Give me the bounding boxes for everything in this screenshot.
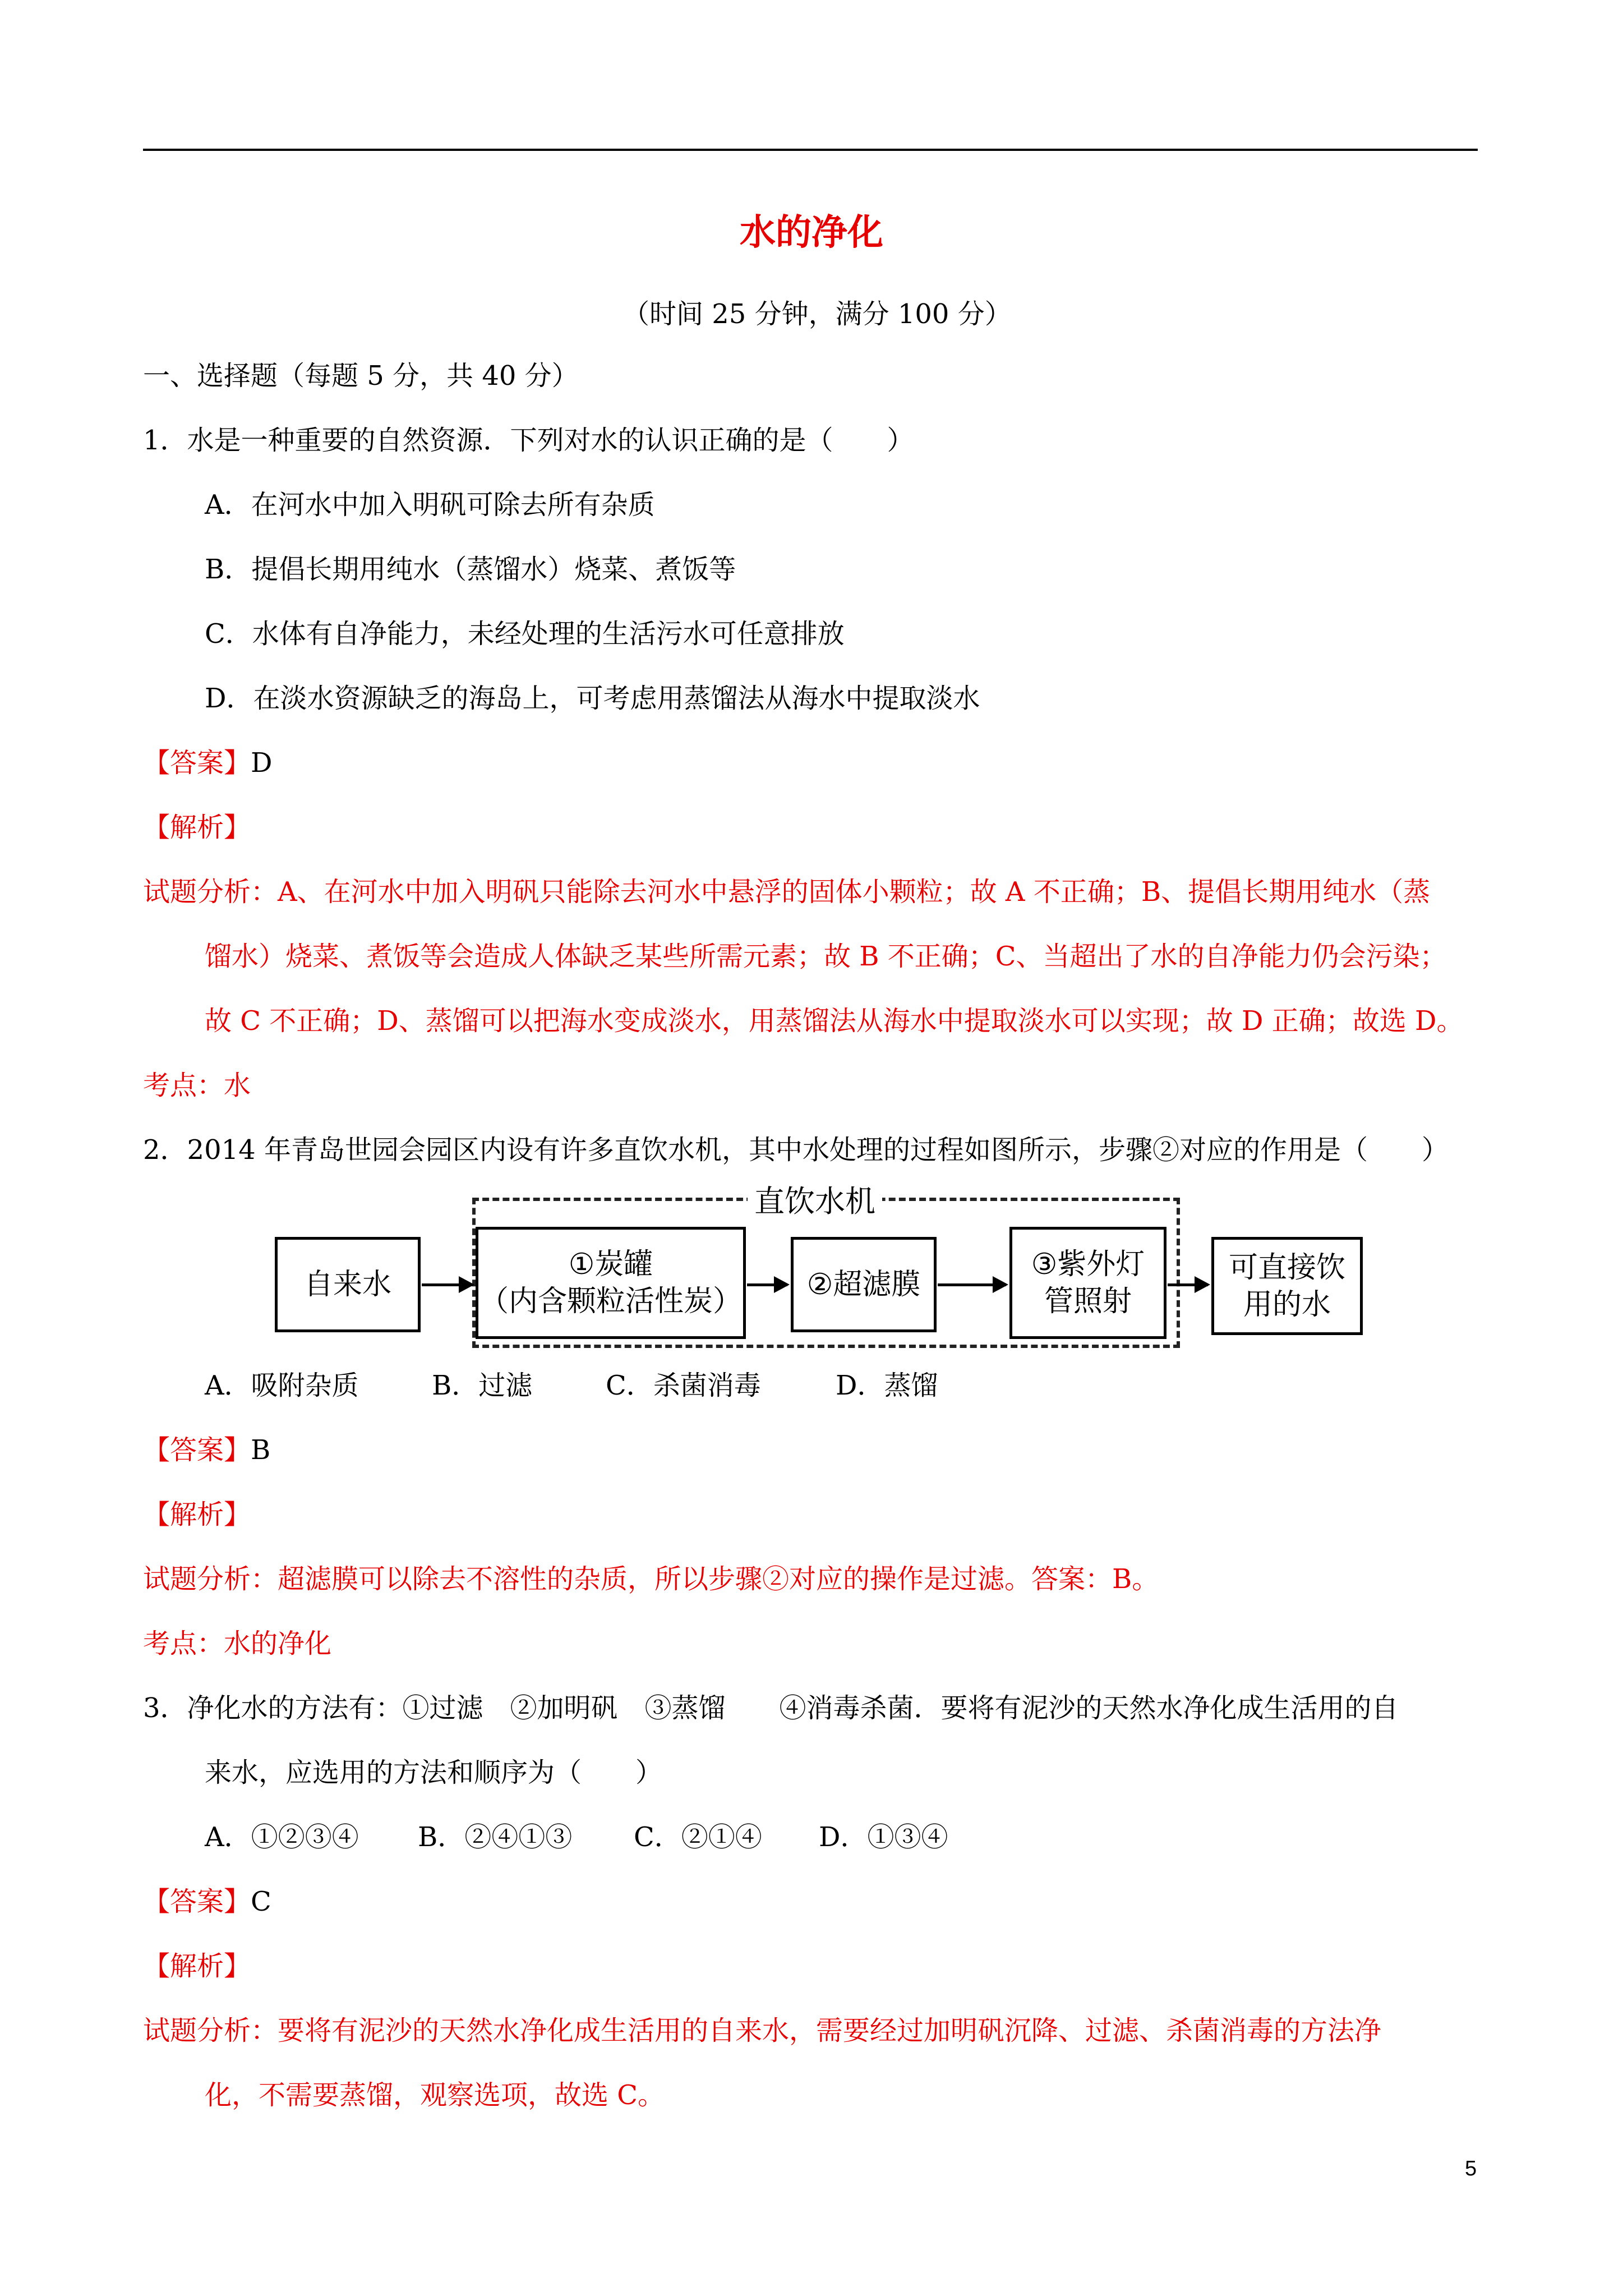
- arrow-1: [422, 1283, 472, 1286]
- machine-title: 直饮水机: [748, 1177, 882, 1221]
- carbon-tank-line-1: ①炭罐: [568, 1248, 653, 1281]
- carbon-tank-line-2: （内含颗粒活性炭）: [479, 1285, 742, 1318]
- q3-stem-line-1: 3．净化水的方法有：①过滤 ②加明矾 ③蒸馏 ④消毒杀菌．要将有泥沙的天然水净化成生活用的自: [143, 1692, 1399, 1724]
- q3-stem-line-2: 来水，应选用的方法和顺序为（ ）: [205, 1757, 663, 1788]
- arrow-3: [938, 1283, 1006, 1286]
- subtitle: （时间 25 分钟，满分 100 分）: [623, 298, 1012, 330]
- tap-water-box: 自来水: [275, 1237, 421, 1332]
- drinkable-water-line-2: 用的水: [1243, 1287, 1331, 1322]
- q3-analysis-label: 【解析】: [143, 1950, 251, 1982]
- q2-analysis: 试题分析：超滤膜可以除去不溶性的杂质，所以步骤②对应的操作是过滤。答案：B。: [143, 1563, 1159, 1595]
- q2-answer: [143, 1433, 270, 1467]
- q1-analysis-line-2: 馏水）烧菜、煮饭等会造成人体缺乏某些所需元素；故 B 不正确；C、当超出了水的自净能力仍会污染；: [205, 941, 1447, 972]
- section-heading: 一、选择题（每题 5 分，共 40 分）: [143, 360, 579, 392]
- q3-option-d: D．①③④: [819, 1821, 948, 1853]
- q2-option-c: C．杀菌消毒: [606, 1370, 761, 1401]
- arrow-4: [1168, 1283, 1208, 1286]
- q3-analysis-line-1: 试题分析：要将有泥沙的天然水净化成生活用的自来水，需要经过加明矾沉降、过滤、杀菌消毒的方法净: [143, 2015, 1382, 2046]
- q1-option-b: B．提倡长期用纯水（蒸馏水）烧菜、煮饭等: [205, 554, 736, 585]
- q1-analysis-line-1: 试题分析：A、在河水中加入明矾只能除去河水中悬浮的固体小颗粒；故 A 不正确；B、提倡长期用纯水（蒸: [143, 876, 1431, 908]
- q1-answer-label: 【答案】: [143, 747, 251, 779]
- q2-answer-value: B: [251, 1434, 271, 1466]
- drinkable-water-box: [1211, 1237, 1363, 1335]
- q2-stem: 2．2014 年青岛世园会园区内设有许多直饮水机，其中水处理的过程如图所示，步骤②对应的作用是（ ）: [143, 1134, 1449, 1166]
- q1-option-a: A．在河水中加入明矾可除去所有杂质: [205, 489, 655, 521]
- drinkable-water-line-1: 可直接饮: [1228, 1250, 1345, 1285]
- q2-option-b: B．过滤: [432, 1370, 533, 1401]
- q1-option-c: C．水体有自净能力，未经处理的生活污水可任意排放: [205, 618, 845, 650]
- q1-answer-value: D: [251, 747, 273, 779]
- q1-answer: [143, 746, 273, 780]
- q3-analysis-line-2: 化，不需要蒸馏，观察选项，故选 C。: [205, 2079, 665, 2111]
- q3-answer-label: 【答案】: [143, 1886, 251, 1917]
- header-rule: [143, 149, 1478, 151]
- ultrafiltration-box: ②超滤膜: [791, 1237, 937, 1332]
- q2-analysis-label: 【解析】: [143, 1499, 251, 1530]
- q1-analysis-line-3: 故 C 不正确；D、蒸馏可以把海水变成淡水，用蒸馏法从海水中提取淡水可以实现；故 D 正确；故选 D。: [205, 1005, 1464, 1037]
- q3-answer-value: C: [251, 1886, 271, 1917]
- uv-lamp-box: [1009, 1227, 1166, 1339]
- q1-option-d: D．在淡水资源缺乏的海岛上，可考虑用蒸馏法从海水中提取淡水: [205, 683, 980, 714]
- uv-lamp-line-2: 管照射: [1044, 1285, 1132, 1318]
- q3-option-c: C．②①④: [634, 1821, 762, 1853]
- q2-kaodian: 考点：水的净化: [143, 1628, 332, 1659]
- q2-option-d: D．蒸馏: [836, 1370, 938, 1401]
- water-process-diagram: [275, 1175, 1368, 1349]
- q1-kaodian: 考点：水: [143, 1070, 251, 1101]
- page-title: 水的净化: [740, 211, 883, 254]
- q2-answer-label: 【答案】: [143, 1434, 251, 1466]
- uv-lamp-line-1: ③紫外灯: [1031, 1248, 1145, 1281]
- arrow-2: [747, 1283, 787, 1286]
- carbon-tank-box: [476, 1227, 746, 1339]
- page-number: 5: [1465, 2157, 1477, 2180]
- q3-option-b: B．②④①③: [418, 1821, 573, 1853]
- q2-option-a: A．吸附杂质: [205, 1370, 359, 1401]
- q1-stem: 1．水是一种重要的自然资源．下列对水的认识正确的是（ ）: [143, 425, 914, 456]
- q3-answer: [143, 1885, 271, 1918]
- q1-analysis-label: 【解析】: [143, 812, 251, 843]
- q3-option-a: A．①②③④: [205, 1821, 359, 1853]
